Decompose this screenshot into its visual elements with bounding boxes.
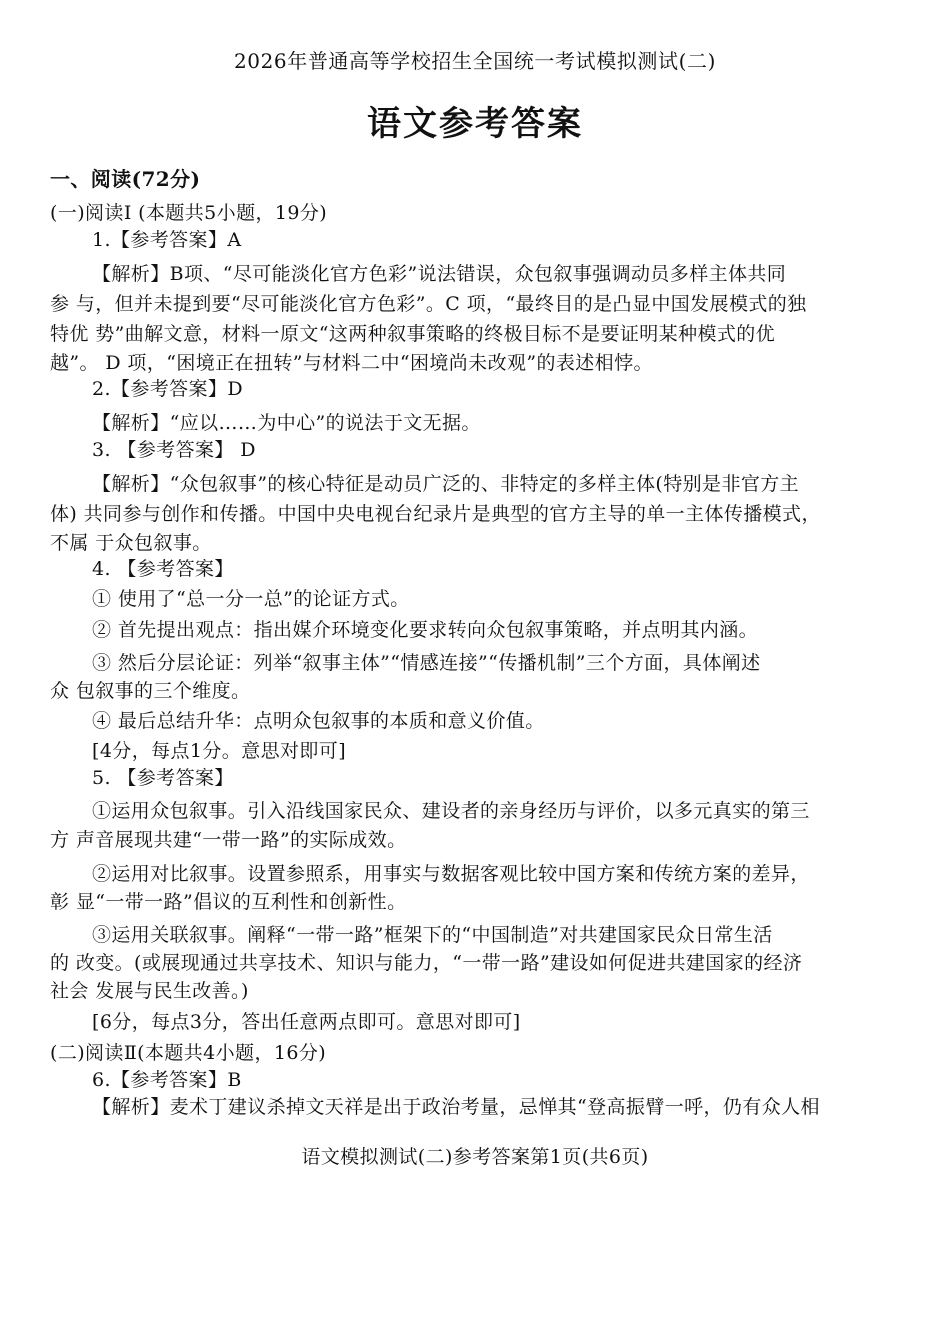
q2-answer: 2.【参考答案】D — [92, 378, 243, 400]
q5-point: ②运用对比叙事。设置参照系，用事实与数据客观比较中国方案和传统方案的差异， — [92, 863, 810, 885]
q5-point: 的 改变。(或展现通过共享技术、知识与能力，“一带一路”建设如何促进共建国家的经济 — [50, 952, 803, 974]
q5-score-note: [6分，每点3分，答出任意两点即可。意思对即可] — [92, 1011, 521, 1033]
q1-analysis-line: 【解析】B项、“尽可能淡化官方色彩”说法错误，众包叙事强调动员多样主体共同 — [92, 263, 787, 285]
q3-answer: 3. 【参考答案】 D — [92, 439, 256, 461]
q3-analysis-line: 【解析】“众包叙事”的核心特征是动员广泛的、非特定的多样主体(特别是非官方主 — [92, 473, 800, 495]
q4-point: ① 使用了“总一分一总”的论证方式。 — [92, 588, 410, 610]
q5-point: 社会 发展与民生改善。) — [50, 980, 249, 1002]
q5-point: ①运用众包叙事。引入沿线国家民众、建设者的亲身经历与评价，以多元真实的第三 — [92, 800, 810, 822]
page-footer: 语文模拟测试(二)参考答案第1页(共6页) — [301, 1146, 649, 1168]
q1-analysis-line: 特优 势”曲解文意，材料一原文“这两种叙事策略的终极目标不是要证明某种模式的优 — [50, 323, 776, 345]
q4-point: ② 首先提出观点：指出媒介环境变化要求转向众包叙事策略，并点明其内涵。 — [92, 619, 759, 641]
exam-title: 2026年普通高等学校招生全国统一考试模拟测试(二) — [233, 49, 717, 73]
q1-analysis-line: 参 与，但并未提到要“尽可能淡化官方色彩”。C 项，“最终目的是凸显中国发展模式的独 — [50, 293, 807, 315]
document-title: 语文参考答案 — [367, 104, 583, 144]
q2-analysis-line: 【解析】“应以……为中心”的说法于文无据。 — [92, 412, 481, 434]
q4-point: 众 包叙事的三个维度。 — [50, 680, 251, 702]
q1-answer: 1.【参考答案】A — [92, 229, 242, 251]
q4-point: ③ 然后分层论证：列举“叙事主体”“情感连接”“传播机制”三个方面，具体阐述 — [92, 652, 761, 674]
q4-score-note: [4分，每点1分。意思对即可] — [92, 740, 347, 762]
q3-analysis-line: 体) 共同参与创作和传播。中国中央电视台纪录片是典型的官方主导的单一主体传播模式， — [50, 503, 821, 525]
q5-point: 彰 显“一带一路”倡议的互利性和创新性。 — [50, 891, 407, 913]
q4-point: ④ 最后总结升华：点明众包叙事的本质和意义价值。 — [92, 710, 545, 732]
part-heading: (二)阅读Ⅱ(本题共4小题，16分) — [50, 1042, 327, 1064]
q6-answer: 6.【参考答案】B — [92, 1069, 242, 1091]
q5-point: 方 声音展现共建“一带一路”的实际成效。 — [50, 829, 407, 851]
q1-analysis-line: 越”。 D 项，“困境正在扭转”与材料二中“困境尚未改观”的表述相悖。 — [50, 352, 653, 374]
part-heading: (一)阅读Ⅰ (本题共5小题，19分) — [50, 202, 328, 224]
q5-point: ③运用关联叙事。阐释“一带一路”框架下的“中国制造”对共建国家民众日常生活 — [92, 924, 773, 946]
q4-answer: 4. 【参考答案】 — [92, 558, 234, 580]
q6-analysis-line: 【解析】麦术丁建议杀掉文天祥是出于政治考量，忌惮其“登高振臂一呼，仍有众人相 — [92, 1096, 820, 1118]
q5-answer: 5. 【参考答案】 — [92, 767, 234, 789]
q3-analysis-line: 不属 于众包叙事。 — [50, 532, 212, 554]
section-heading: 一、阅读(72分) — [50, 167, 201, 191]
